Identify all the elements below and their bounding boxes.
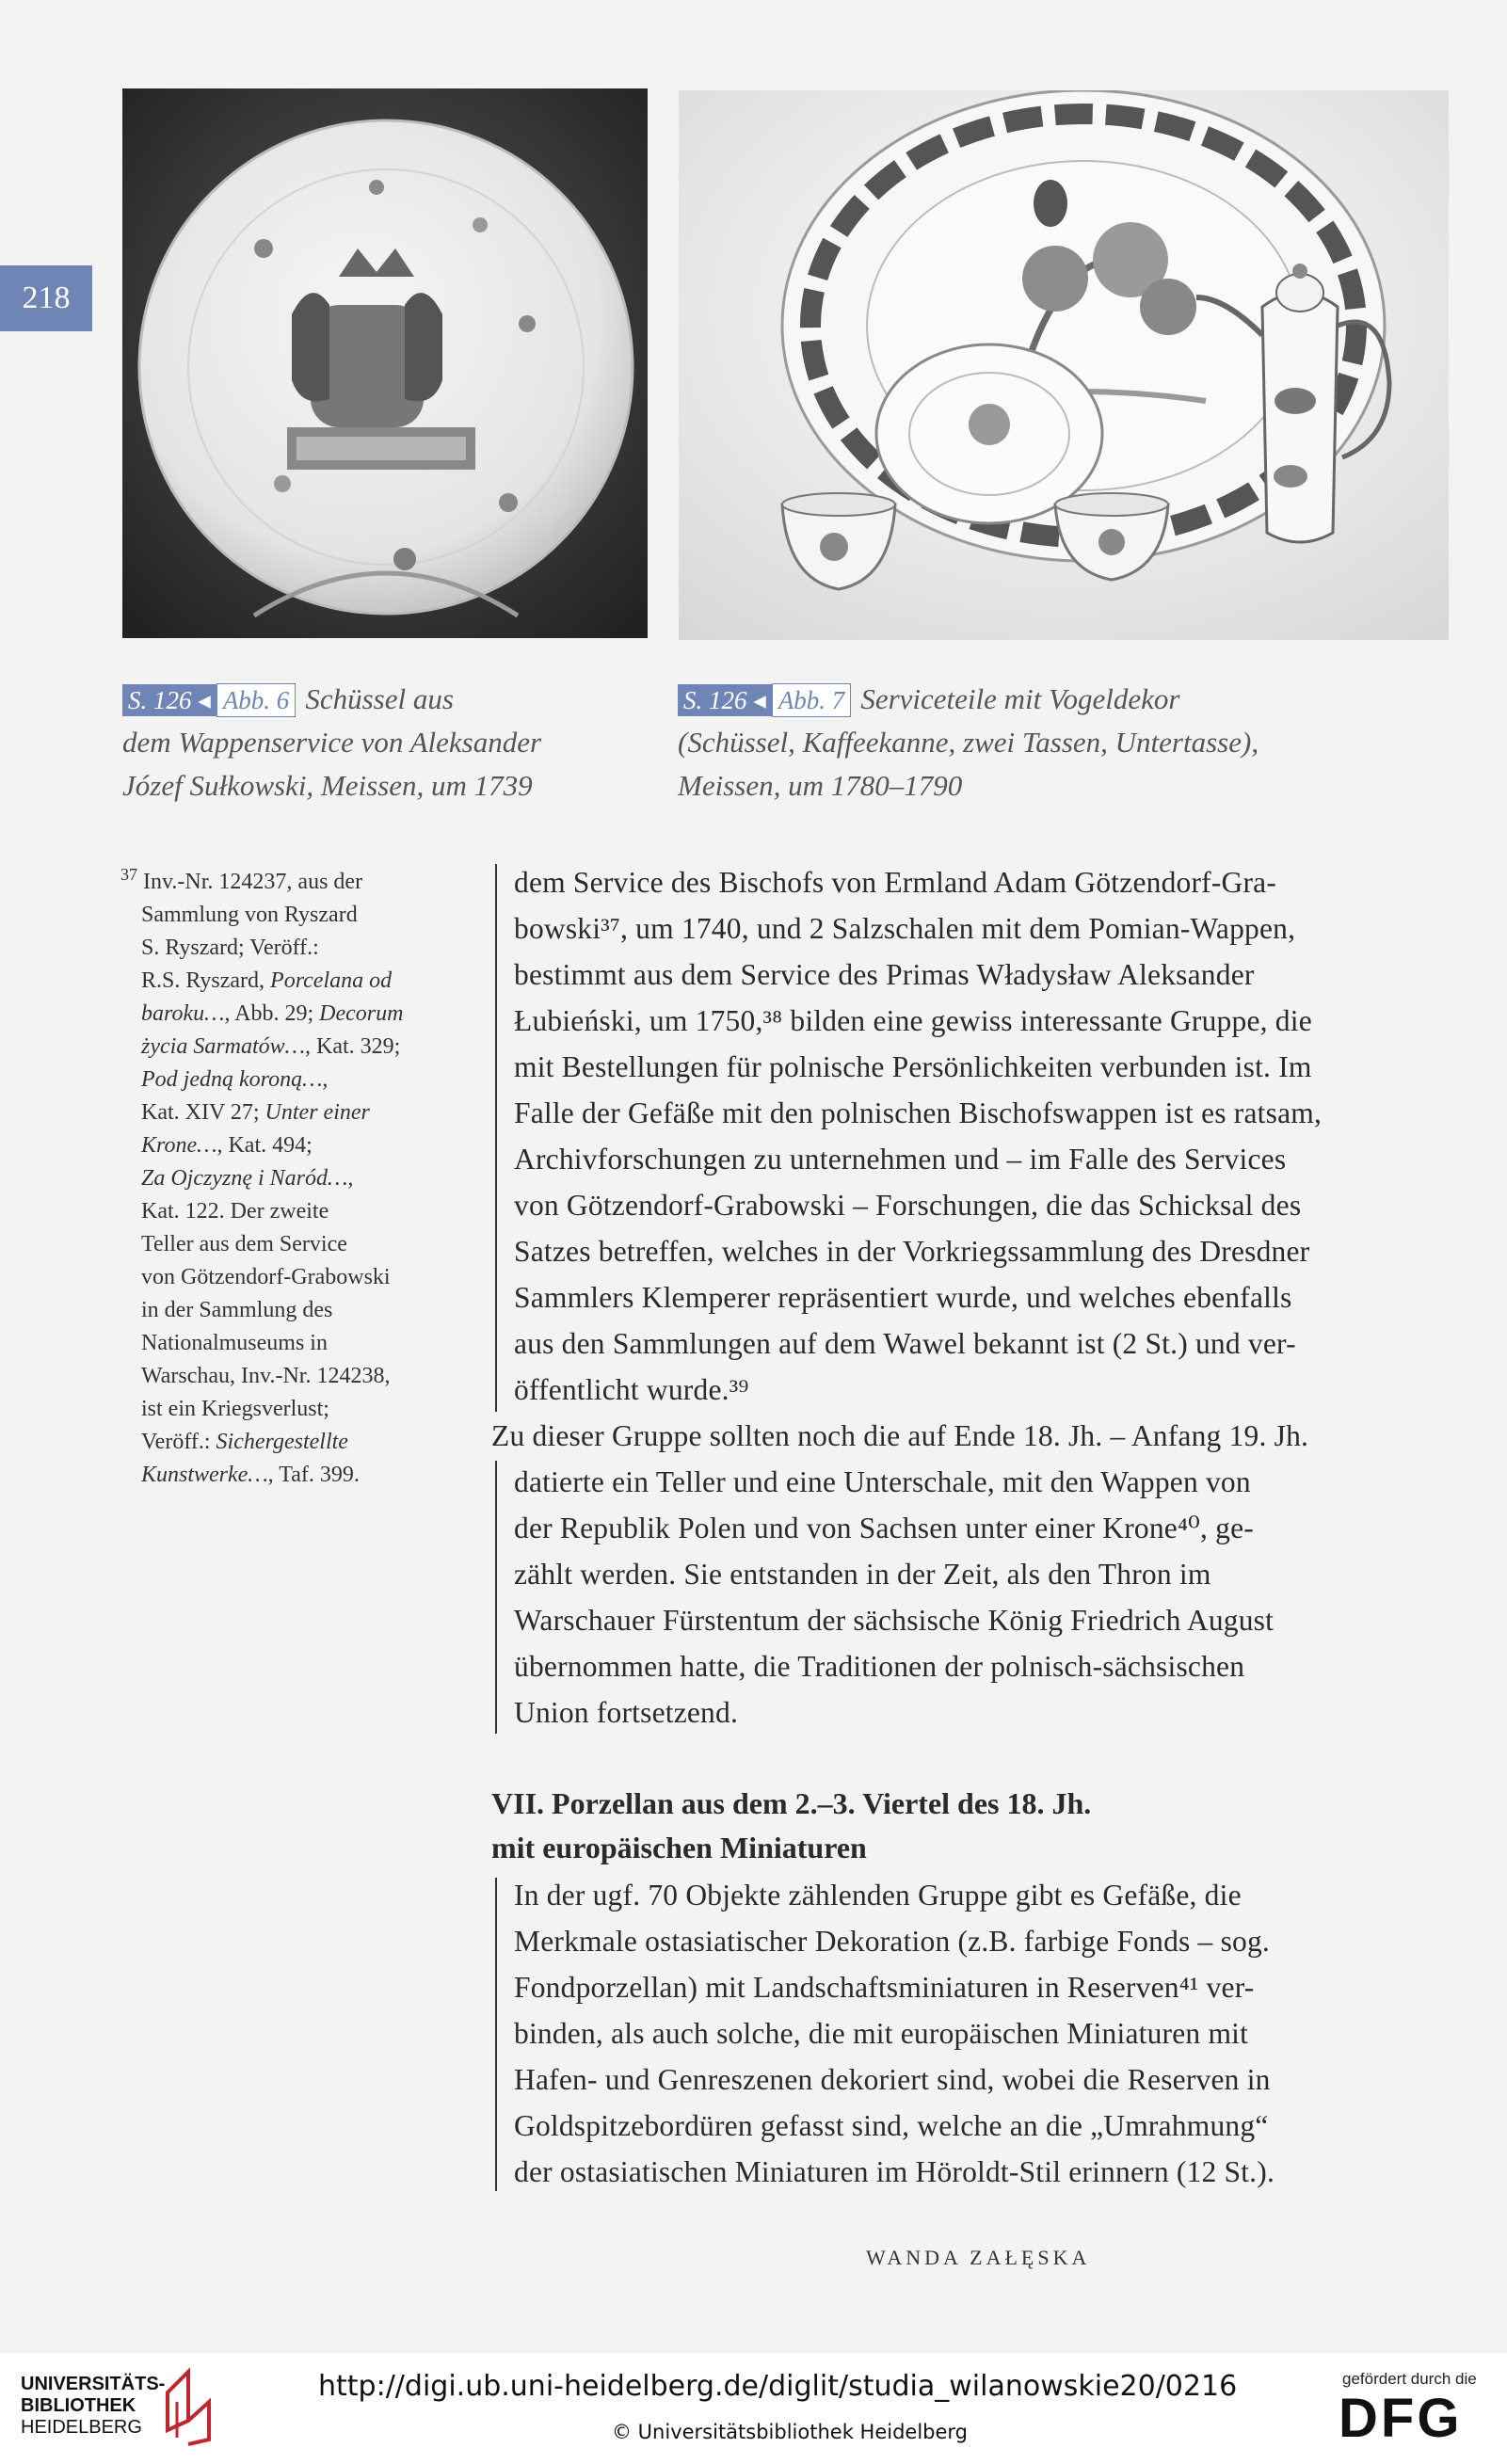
footnote-number: 37 <box>120 865 137 884</box>
body-line: übernommen hatte, die Traditionen der polnisch-sächsischen <box>514 1650 1245 1683</box>
body-paragraph-3 <box>514 1872 1455 2195</box>
ub-logo-icon <box>160 2364 216 2449</box>
body-line: binden, als auch solche, die mit europäischen Miniaturen mit <box>514 2017 1249 2050</box>
plate-image <box>122 88 648 638</box>
figure-ref-badge[interactable]: Abb. 7 <box>772 683 852 717</box>
ub-heidelberg-logo[interactable]: UNIVERSITÄTS- BIBLIOTHEK HEIDELBERG <box>21 2374 166 2438</box>
body-line: Hafen- und Genreszenen dekoriert sind, wobei die Reserven in <box>514 2063 1271 2096</box>
figure-photo-plate <box>122 88 648 638</box>
section-heading-line: VII. Porzellan aus dem 2.–3. Viertel des 18. Jh. <box>491 1786 1092 1820</box>
body-line: Archivforschungen zu unternehmen und – im Falle des Services <box>514 1143 1287 1176</box>
document-url-link[interactable]: http://digi.ub.uni-heidelberg.de/diglit/studia_wilanowskie20/0216 <box>318 2370 1238 2403</box>
footnote-line: Kat. 122. Der zweite <box>141 1199 329 1224</box>
body-line: von Götzendorf-Grabowski – Forschungen, die das Schicksal des <box>514 1189 1302 1222</box>
footnote-line: Kat. XIV 27; Unter einer <box>141 1100 370 1125</box>
digitization-footer <box>0 2353 1507 2464</box>
footnote-line: Sammlung von Ryszard <box>141 903 358 927</box>
footnote-line: Inv.-Nr. 124237, aus der <box>143 870 363 894</box>
quote-bar <box>495 864 497 1412</box>
body-line: bestimmt aus dem Service des Primas Władysław Aleksander <box>514 958 1255 991</box>
running-author: WANDA ZAŁĘSKA <box>866 2246 1091 2269</box>
footnote-line: Za Ojczyznę i Naród…, <box>141 1166 354 1191</box>
caption-line: Meissen, um 1780–1790 <box>678 769 963 802</box>
body-line: Falle der Gefäße mit den polnischen Bischofswappen ist es ratsam, <box>514 1096 1323 1129</box>
body-line: Union fortsetzend. <box>514 1696 739 1729</box>
body-line: der ostasiatischen Miniaturen im Höroldt-Stil erinnern (12 St.). <box>514 2155 1275 2188</box>
footnote-line: ist ein Kriegsverlust; <box>141 1397 329 1421</box>
body-line: Satzes betreffen, welches in der Vorkriegssammlung des Dresdner <box>514 1235 1310 1268</box>
footnote-line: życia Sarmatów…, Kat. 329; <box>141 1034 401 1059</box>
footnote-37 <box>120 866 469 1492</box>
service-image <box>679 90 1449 640</box>
body-line: Goldspitzebordüren gefasst sind, welche an die „Umrahmung“ <box>514 2109 1269 2142</box>
footnote-line: R.S. Ryszard, Porcelana od <box>141 968 393 993</box>
figure-caption-abb7 <box>678 678 1450 808</box>
body-line: datierte ein Teller und eine Unterschale, mit den Wappen von <box>514 1465 1251 1498</box>
page-ref-badge[interactable]: S. 126 ◂ <box>678 684 772 716</box>
body-line: In der ugf. 70 Objekte zählenden Gruppe gibt es Gefäße, die <box>514 1879 1242 1912</box>
copyright-notice: © Universitätsbibliothek Heidelberg <box>612 2421 969 2443</box>
body-line: mit Bestellungen für polnische Persönlichkeiten verbunden ist. Im <box>514 1050 1312 1083</box>
caption-line: Schüssel aus <box>305 682 454 715</box>
quote-bar <box>495 1878 497 2191</box>
body-line-outdent: Zu dieser Gruppe sollten noch die auf Ende 18. Jh. – Anfang 19. Jh. <box>491 1419 1309 1452</box>
body-line: öffentlicht wurde.³⁹ <box>514 1373 749 1406</box>
body-line: Warschauer Fürstentum der sächsische König Friedrich August <box>514 1604 1275 1637</box>
caption-line: Serviceteile mit Vogeldekor <box>860 682 1180 715</box>
page-ref-badge[interactable]: S. 126 ◂ <box>122 684 216 716</box>
body-paragraph-1 <box>514 859 1455 1413</box>
caption-line: Józef Sułkowski, Meissen, um 1739 <box>122 769 533 802</box>
section-heading <box>491 1782 1461 1870</box>
body-line: der Republik Polen und von Sachsen unter einer Krone⁴⁰, ge- <box>514 1512 1254 1544</box>
footnote-line: Veröff.: Sichergestellte <box>141 1430 348 1454</box>
body-line: aus den Sammlungen auf dem Wawel bekannt ist (2 St.) und ver- <box>514 1327 1296 1360</box>
figure-ref-badge[interactable]: Abb. 6 <box>216 683 297 717</box>
footnote-line: Krone…, Kat. 494; <box>141 1133 313 1158</box>
footnote-line: Pod jedną koroną…, <box>141 1067 329 1092</box>
dfg-funding-note: gefördert durch die <box>1342 2370 1477 2388</box>
footnote-line: S. Ryszard; Veröff.: <box>141 936 319 960</box>
page-number: 218 <box>0 265 92 331</box>
section-heading-line: mit europäischen Miniaturen <box>491 1831 867 1864</box>
figure-photo-service <box>679 90 1449 640</box>
caption-line: (Schüssel, Kaffeekanne, zwei Tassen, Untertasse), <box>678 726 1259 759</box>
quote-bar <box>495 1461 497 1734</box>
footnote-line: in der Sammlung des <box>141 1298 333 1322</box>
caption-line: dem Wappenservice von Aleksander <box>122 726 542 759</box>
footnote-line: baroku…, Abb. 29; Decorum <box>141 1001 404 1026</box>
body-line: Fondporzellan) mit Landschaftsminiaturen in Reserven⁴¹ ver- <box>514 1971 1255 2004</box>
footnote-line: Teller aus dem Service <box>141 1232 347 1256</box>
footnote-line: von Götzendorf-Grabowski <box>141 1265 391 1289</box>
body-line: dem Service des Bischofs von Ermland Adam Götzendorf-Gra- <box>514 866 1277 899</box>
figure-caption-abb6 <box>122 678 649 808</box>
body-line: zählt werden. Sie entstanden in der Zeit, als den Thron im <box>514 1558 1211 1591</box>
body-paragraph-2 <box>514 1459 1455 1736</box>
body-line: bowski³⁷, um 1740, und 2 Salzschalen mit dem Pomian-Wappen, <box>514 912 1296 945</box>
body-line: Merkmale ostasiatischer Dekoration (z.B. farbige Fonds – sog. <box>514 1925 1271 1958</box>
footnote-line: Kunstwerke…, Taf. 399. <box>141 1463 360 1487</box>
footnote-line: Nationalmuseums in <box>141 1331 328 1355</box>
dfg-logo[interactable]: DFG <box>1339 2388 1463 2449</box>
body-line: Sammlers Klemperer repräsentiert wurde, und welches ebenfalls <box>514 1281 1292 1314</box>
body-line: Łubieński, um 1750,³⁸ bilden eine gewiss interessante Gruppe, die <box>514 1004 1312 1037</box>
footnote-line: Warschau, Inv.-Nr. 124238, <box>141 1364 391 1388</box>
